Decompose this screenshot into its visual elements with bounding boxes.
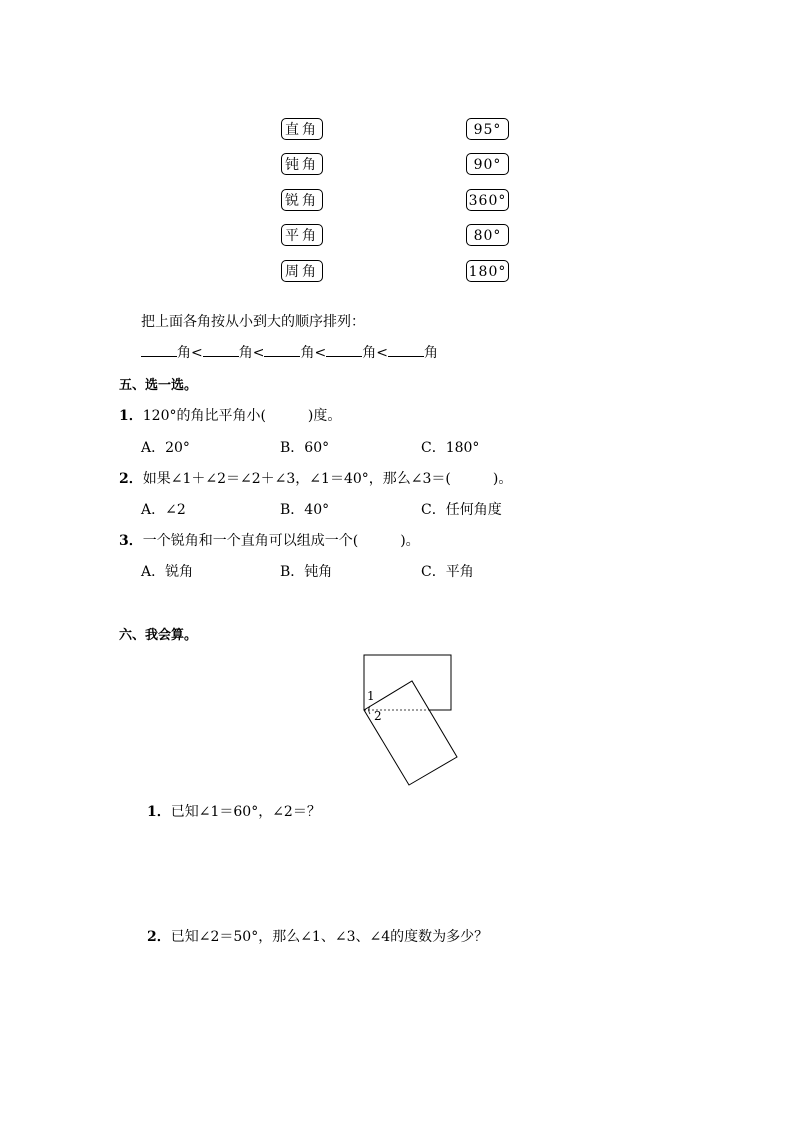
order-instruction: 把上面各角按从小到大的顺序排列： (141, 314, 365, 330)
match-right-5: 180° (466, 260, 509, 282)
section5-title: 五、选一选。 (119, 378, 198, 393)
q6-2: 2．已知∠2＝50°，那么∠1、∠3、∠4的度数为多少？ (147, 929, 489, 945)
q5-1-option-c[interactable]: C．180° (421, 440, 480, 456)
q5-3-option-b[interactable]: B．钝角 (280, 564, 333, 580)
order-blank-1[interactable] (141, 342, 177, 357)
q5-3-option-c[interactable]: C．平角 (421, 564, 474, 580)
q5-3: 3．一个锐角和一个直角可以组成一个( )。 (119, 533, 420, 549)
q5-1: 1．120°的角比平角小( )度。 (119, 408, 342, 424)
figure-label-1: 1 (367, 689, 375, 703)
q5-2-option-a[interactable]: A．∠2 (141, 502, 186, 518)
match-left-1: 直角 (281, 118, 323, 140)
figure-folded-rectangle (364, 681, 457, 785)
q5-2-option-b[interactable]: B．40° (280, 502, 330, 518)
match-left-4: 平角 (281, 224, 323, 246)
match-right-1: 95° (466, 118, 509, 140)
q6-1: 1．已知∠1＝60°，∠2＝？ (147, 804, 321, 820)
match-left-5: 周角 (281, 260, 323, 282)
figure-label-2: 2 (374, 709, 382, 723)
order-blank-2[interactable] (203, 342, 239, 357)
order-blank-4[interactable] (326, 342, 362, 357)
section6-title: 六、我会算。 (119, 628, 198, 643)
order-blank-3[interactable] (264, 342, 300, 357)
order-blank-5[interactable] (388, 342, 424, 357)
match-left-3: 锐角 (281, 189, 323, 211)
match-right-2: 90° (466, 153, 509, 175)
match-right-4: 80° (466, 224, 509, 246)
q5-1-option-b[interactable]: B．60° (280, 440, 330, 456)
match-left-2: 钝角 (281, 153, 323, 175)
order-blanks: 角< 角< 角< 角< 角 (141, 342, 438, 362)
q5-3-option-a[interactable]: A．锐角 (141, 564, 194, 580)
q5-2-option-c[interactable]: C．任何角度 (421, 502, 502, 518)
q5-1-option-a[interactable]: A．20° (141, 440, 190, 456)
match-right-3: 360° (466, 189, 509, 211)
q5-2: 2．如果∠1＋∠2＝∠2＋∠3，∠1＝40°，那么∠3＝( )。 (119, 471, 513, 487)
folded-paper-figure (350, 648, 470, 793)
